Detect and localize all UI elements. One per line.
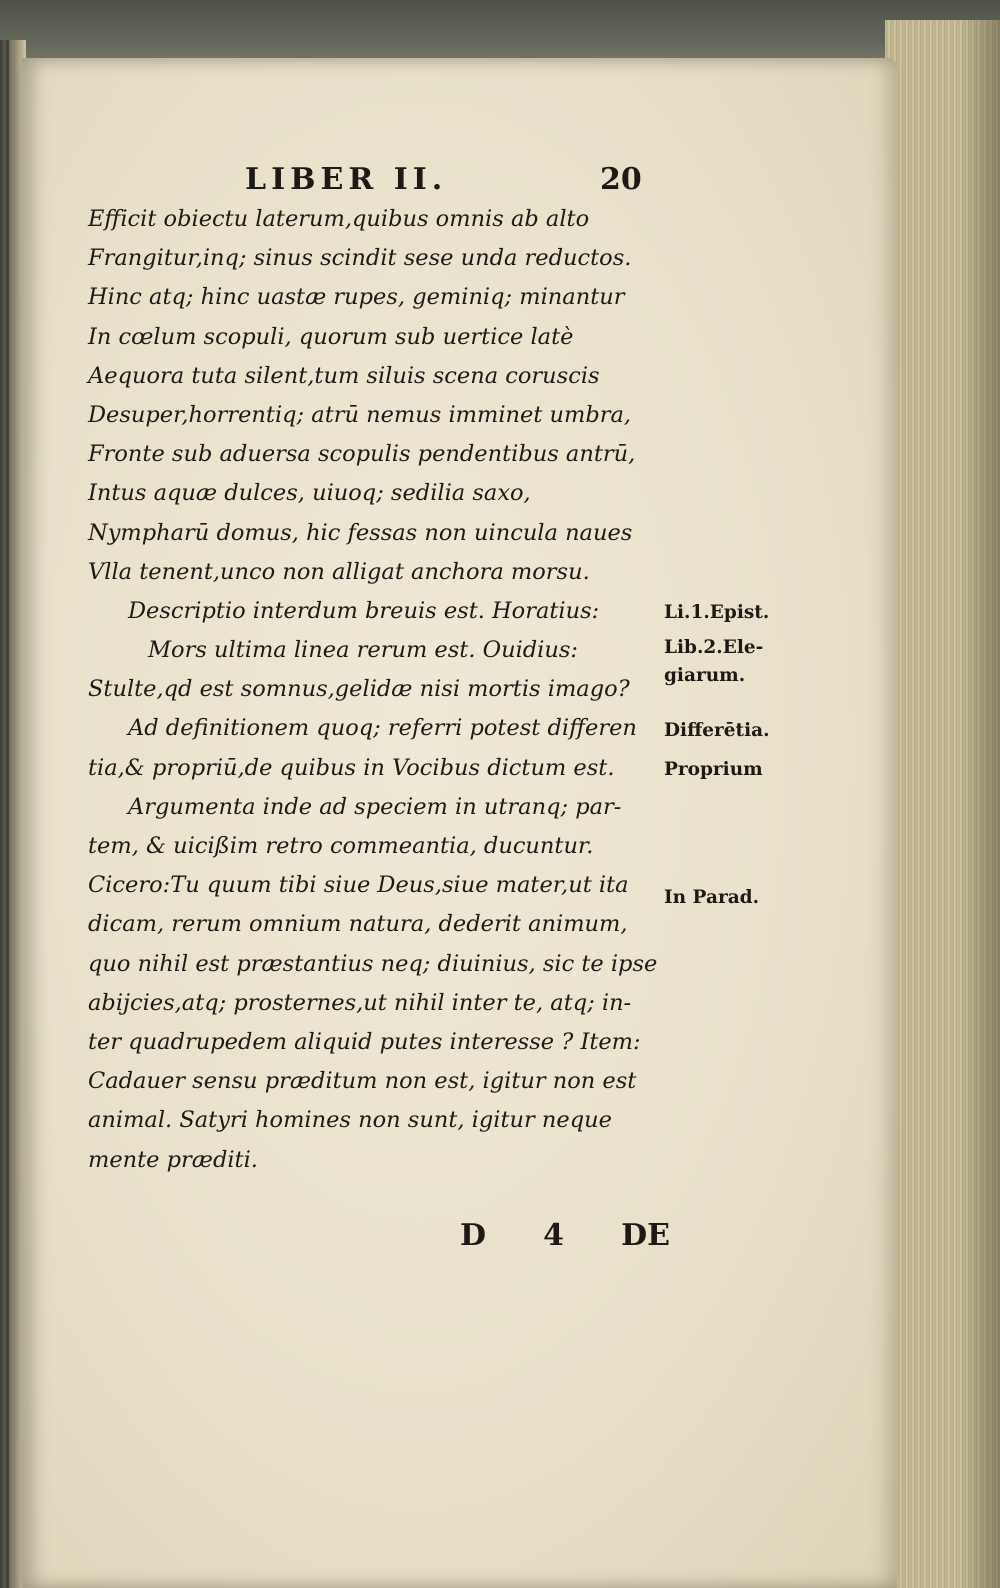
text-line: In cœlum scopuli, quorum sub uertice latè — [88, 323, 574, 350]
running-head: LIBER II. — [245, 162, 448, 197]
text-line: ter quadrupedem aliquid putes interesse ? Item: — [88, 1028, 641, 1055]
text-line: mente præditi. — [88, 1146, 258, 1173]
text-line: Cicero:Tu quum tibi siue Deus,siue mater,ut ita — [88, 872, 629, 899]
book-fore-edge — [885, 20, 1000, 1588]
catchword: DE — [621, 1218, 670, 1253]
text-line: tia,& propriū,de quibus in Vocibus dictum est. — [88, 754, 615, 781]
body-text — [88, 200, 673, 1180]
signature-number: 4 — [543, 1218, 564, 1253]
margin-note: Differētia. — [664, 720, 770, 741]
text-line: Hinc atq; hinc uastæ rupes, geminiq; minantur — [88, 284, 625, 311]
signature-mark: D — [460, 1218, 487, 1253]
margin-note: In Parad. — [664, 887, 760, 908]
margin-note: Li.1.Epist. — [664, 602, 770, 623]
text-line: Fronte sub aduersa scopulis pendentibus antrū, — [88, 441, 636, 468]
page-number: 20 — [600, 162, 642, 197]
margin-note: Proprium — [664, 759, 763, 780]
text-line: Mors ultima linea rerum est. Ouidius: — [148, 637, 578, 664]
text-line: Vlla tenent,unco non alligat anchora morsu. — [88, 558, 590, 585]
page-footer — [460, 1218, 670, 1253]
text-line: abijcies,atq; prosternes,ut nihil inter te, atq; in- — [88, 989, 632, 1016]
text-line: Intus aquæ dulces, uiuoq; sedilia saxo, — [88, 480, 531, 507]
text-line: quo nihil est præstantius neq; diuinius, sic te ipse — [88, 950, 658, 977]
text-line: Argumenta inde ad speciem in utranq; par- — [128, 793, 622, 820]
text-line: Desuper,horrentiq; atrū nemus imminet umbra, — [88, 401, 632, 428]
text-line: tem, & uicißim retro commeantia, ducuntur. — [88, 833, 594, 859]
text-line: animal. Satyri homines non sunt, igitur neque — [88, 1107, 612, 1134]
text-line: Frangitur,inq; sinus scindit sese unda reductos. — [88, 245, 632, 272]
margin-note: giarum. — [664, 665, 746, 686]
text-line: Cadauer sensu præditum non est, igitur non est — [88, 1068, 637, 1095]
text-line: Efficit obiectu laterum,quibus omnis ab alto — [88, 206, 590, 232]
text-line: Descriptio interdum breuis est. Horatius: — [128, 597, 600, 624]
text-line: Aequora tuta silent,tum siluis scena coruscis — [88, 362, 600, 389]
text-line: dicam, rerum omnium natura, dederit animum, — [88, 911, 628, 938]
text-line: Nympharū domus, hic fessas non uincula naues — [88, 519, 633, 546]
margin-note: Lib.2.Ele- — [664, 637, 764, 658]
text-line: Stulte,qd est somnus,gelidæ nisi mortis imago? — [88, 676, 630, 703]
text-line: Ad definitionem quoq; referri potest differen — [128, 715, 637, 742]
